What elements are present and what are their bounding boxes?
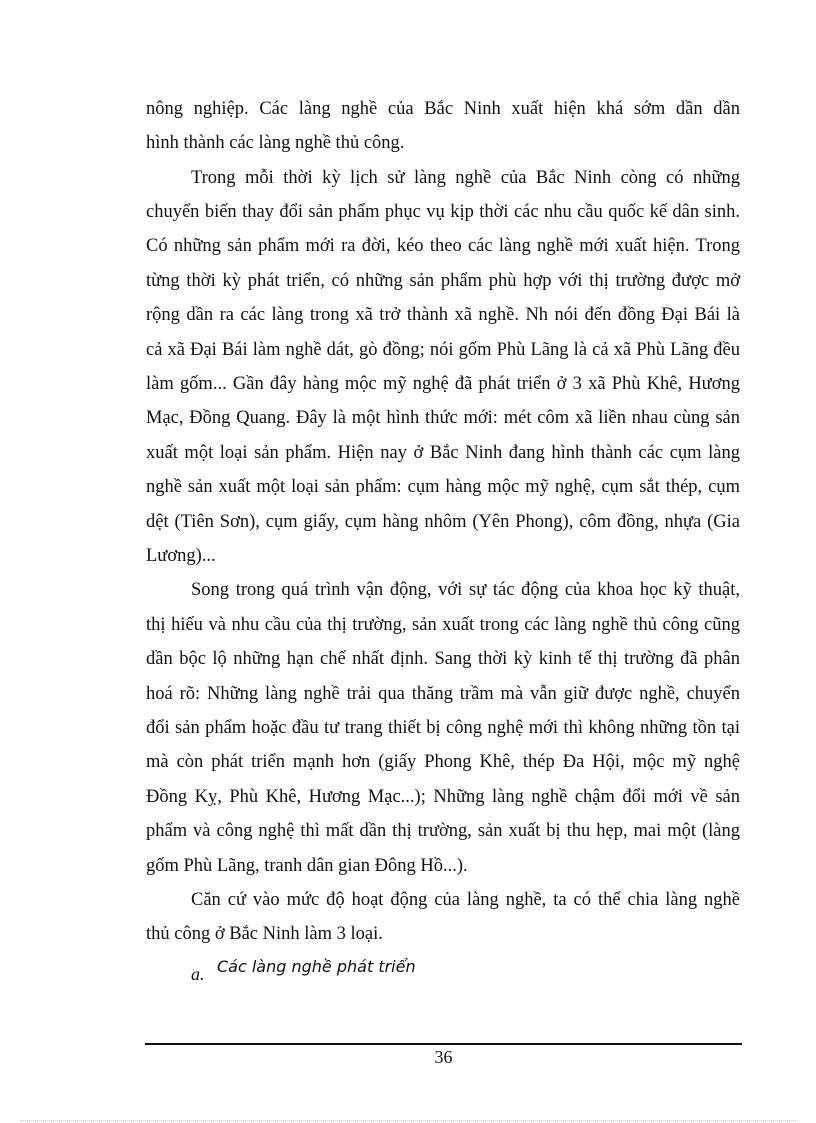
body-text-line: dần bộc lộ những hạn chế nhất định. Sang thời kỳ kinh tế thị trường đã phân xyxy=(146,649,740,669)
body-text-line: xuất một loại sản phẩm. Hiện nay ở Bắc Ninh đang hình thành các cụm làng xyxy=(146,443,740,463)
body-text-line: gốm Phù Lãng, tranh dân gian Đông Hồ...). xyxy=(146,856,468,876)
body-text-line: đổi sản phẩm hoặc đầu tư trang thiết bị công nghệ mới thì không những tồn tại xyxy=(146,718,740,738)
page-bottom-border xyxy=(20,1120,796,1121)
body-text-line: Đồng Kỵ, Phù Khê, Hương Mạc...); Những làng nghề chậm đổi mới về sản xyxy=(146,787,740,807)
body-text-line: chuyển biến thay đổi sản phẩm phục vụ kịp thời các nhu cầu quốc kế dân sinh. xyxy=(146,202,740,222)
body-text-line: Song trong quá trình vận động, với sự tác động của khoa học kỹ thuật, xyxy=(191,580,740,600)
body-text-line: thủ công ở Bắc Ninh làm 3 loại. xyxy=(146,924,383,944)
section-heading: Các làng nghề phát triển xyxy=(217,957,416,976)
body-text-line: Căn cứ vào mức độ hoạt động của làng nghề, ta có thể chia làng nghề xyxy=(191,890,740,910)
body-text-line: nông nghiệp. Các làng nghề của Bắc Ninh xuất hiện khá sớm dần dần xyxy=(146,99,740,119)
body-text-line: Lương)... xyxy=(146,546,216,566)
body-text-line: Mạc, Đồng Quang. Đây là một hình thức mới: mét côm xã liền nhau cùng sản xyxy=(146,408,740,428)
body-text-line: từng thời kỳ phát triển, có những sản phẩm phù hợp với thị trường được mở xyxy=(146,271,740,291)
section-heading-marker: a. xyxy=(191,964,205,984)
body-text-line: thị hiếu và nhu cầu của thị trường, sản xuất trong các làng nghề thủ công cũng xyxy=(146,615,740,635)
body-text-line: Trong mỗi thời kỳ lịch sử làng nghề của Bắc Ninh còng có những xyxy=(191,168,740,188)
body-text-line: làm gốm... Gần đây hàng mộc mỹ nghệ đã phát triển ở 3 xã Phù Khê, Hương xyxy=(146,374,740,394)
body-text-line: Có những sản phẩm mới ra đời, kéo theo các làng nghề mới xuất hiện. Trong xyxy=(146,236,740,256)
body-text-line: dệt (Tiên Sơn), cụm giấy, cụm hàng nhôm (Yên Phong), côm đồng, nhựa (Gia xyxy=(146,512,740,532)
body-text-line: rộng dần ra các làng trong xã trở thành xã nghề. Nh nói đến đồng Đại Bái là xyxy=(146,305,740,325)
body-text-line: hoá rõ: Những làng nghề trải qua thăng trầm mà vẫn giữ được nghề, chuyển xyxy=(146,684,740,704)
body-text-line: phẩm và công nghệ thì mất dần thị trường, sản xuất bị thu hẹp, mai một (làng xyxy=(146,821,740,841)
page-number: 36 xyxy=(434,1047,453,1067)
body-text-line: nghề sản xuất một loại sản phẩm: cụm hàng mộc mỹ nghệ, cụm sắt thép, cụm xyxy=(146,477,740,497)
body-text-line: mà còn phát triển mạnh hơn (giấy Phong Khê, thép Đa Hội, mộc mỹ nghệ xyxy=(146,752,740,772)
body-text-line: cả xã Đại Bái làm nghề dát, gò đồng; nói gốm Phù Lãng là cả xã Phù Lãng đều xyxy=(146,340,740,360)
body-text-line: hình thành các làng nghề thủ công. xyxy=(146,133,405,153)
